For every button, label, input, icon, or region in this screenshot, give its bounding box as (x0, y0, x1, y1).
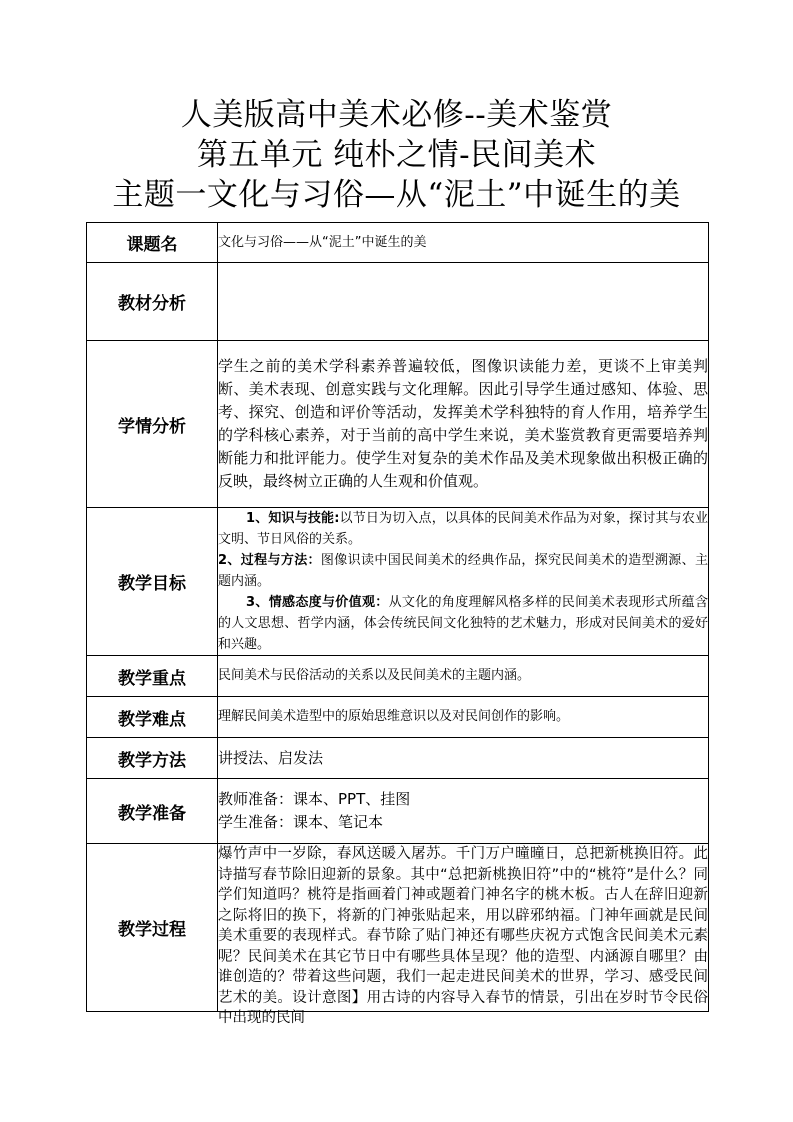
objective-process (218, 550, 708, 592)
value-difficulties: 理解民间美术造型中的原始思维意识以及对民间创作的影响。 (218, 697, 709, 738)
value-material-analysis (218, 263, 709, 341)
label-material-analysis: 教材分析 (87, 263, 218, 341)
objective-knowledge-head: 1、知识与技能: (246, 511, 340, 526)
row-key-points (87, 656, 709, 697)
row-process (87, 844, 709, 1012)
title-line-2: 第五单元 纯朴之情-民间美术 (196, 137, 597, 173)
title-line-3: 主题一文化与习俗—从“泥土”中诞生的美 (112, 177, 681, 213)
label-preparation: 教学准备 (87, 779, 218, 844)
label-student-analysis: 学情分析 (87, 341, 218, 508)
value-methods: 讲授法、启发法 (218, 738, 709, 779)
label-key-points: 教学重点 (87, 656, 218, 697)
label-topic: 课题名 (87, 223, 218, 263)
objective-emotion (218, 592, 708, 655)
value-preparation (218, 779, 709, 844)
label-difficulties: 教学难点 (87, 697, 218, 738)
objective-knowledge-body: 以节日为切入点，以具体的民间美术作品为对象，探讨其与农业文明、节日风俗的关系。 (218, 511, 708, 547)
value-process (218, 844, 709, 1026)
row-topic (87, 223, 709, 263)
row-student-analysis (87, 341, 709, 508)
student-analysis-text: 学生之前的美术学科素养普遍较低，图像识读能力差，更谈不上审美判断、美术表现、创意实践与文化理解。因此引导学生通过感知、体验、思考、探究、创造和评价等活动，发挥美术学科独特的育人作用，培养学生的学科核心素养，对于当前的高中学生来说，美术鉴赏教育更需要培养判断能力和批评能力。使学生对复杂的美术作品及美术现象做出积极正确的反映，最终树立正确的人生观和价值观。 (218, 357, 708, 490)
row-objectives (87, 508, 709, 656)
title-line-1: 人美版高中美术必修--美术鉴赏 (180, 97, 613, 133)
objective-process-body: 图像识读中国民间美术的经典作品，探究民间美术的造型溯源、主题内涵。 (218, 553, 708, 589)
row-material-analysis (87, 263, 709, 341)
preparation-student: 学生准备：课本、笔记本 (218, 813, 384, 831)
objective-knowledge (218, 508, 708, 550)
lesson-plan-table (86, 222, 709, 1026)
value-key-points: 民间美术与民俗活动的关系以及民间美术的主题内涵。 (218, 656, 709, 697)
row-preparation (87, 779, 709, 844)
value-student-analysis (218, 341, 709, 508)
process-text: 爆竹声中一岁除，春风送暖入屠苏。千门万户曈曈日，总把新桃换旧符。此诗描写春节除旧迎新的景象。其中“总把新桃换旧符”中的“桃符”是什么？同学们知道吗？桃符是指画着门神或题着门神名字的桃木板。古人在辞旧迎新之际将旧的换下，将新的门神张贴起来，用以辟邪纳福。门神年画就是民间美术重要的表现样式。春节除了贴门神还有哪些庆祝方式饱含民间美术元素呢？民间美术在其它节日中有哪些具体呈现？他的造型、内涵源自哪里？由谁创造的？带着这些问题，我们一起走进民间美术的世界，学习、感受民间艺术的美。设计意图】用古诗的内容导入春节的情景，引出在岁时节令民俗中出现的民间 (218, 846, 708, 1026)
label-process: 教学过程 (87, 844, 218, 1012)
preparation-teacher: 教师准备：课本、PPT、挂图 (218, 790, 411, 808)
row-methods (87, 738, 709, 779)
label-objectives: 教学目标 (87, 508, 218, 656)
value-topic: 文化与习俗——从“泥土”中诞生的美 (218, 223, 709, 263)
row-difficulties (87, 697, 709, 738)
objective-emotion-head: 3、情感态度与价值观： (246, 595, 389, 610)
label-methods: 教学方法 (87, 738, 218, 779)
objective-process-head: 2、过程与方法： (218, 553, 321, 568)
objective-emotion-body: 从文化的角度理解风格多样的民间美术表现形式所蕴含的人文思想、哲学内涵，体会传统民间文化独特的艺术魅力，形成对民间美术的爱好和兴趣。 (218, 595, 708, 652)
value-objectives (218, 508, 709, 656)
document-title (0, 95, 793, 215)
